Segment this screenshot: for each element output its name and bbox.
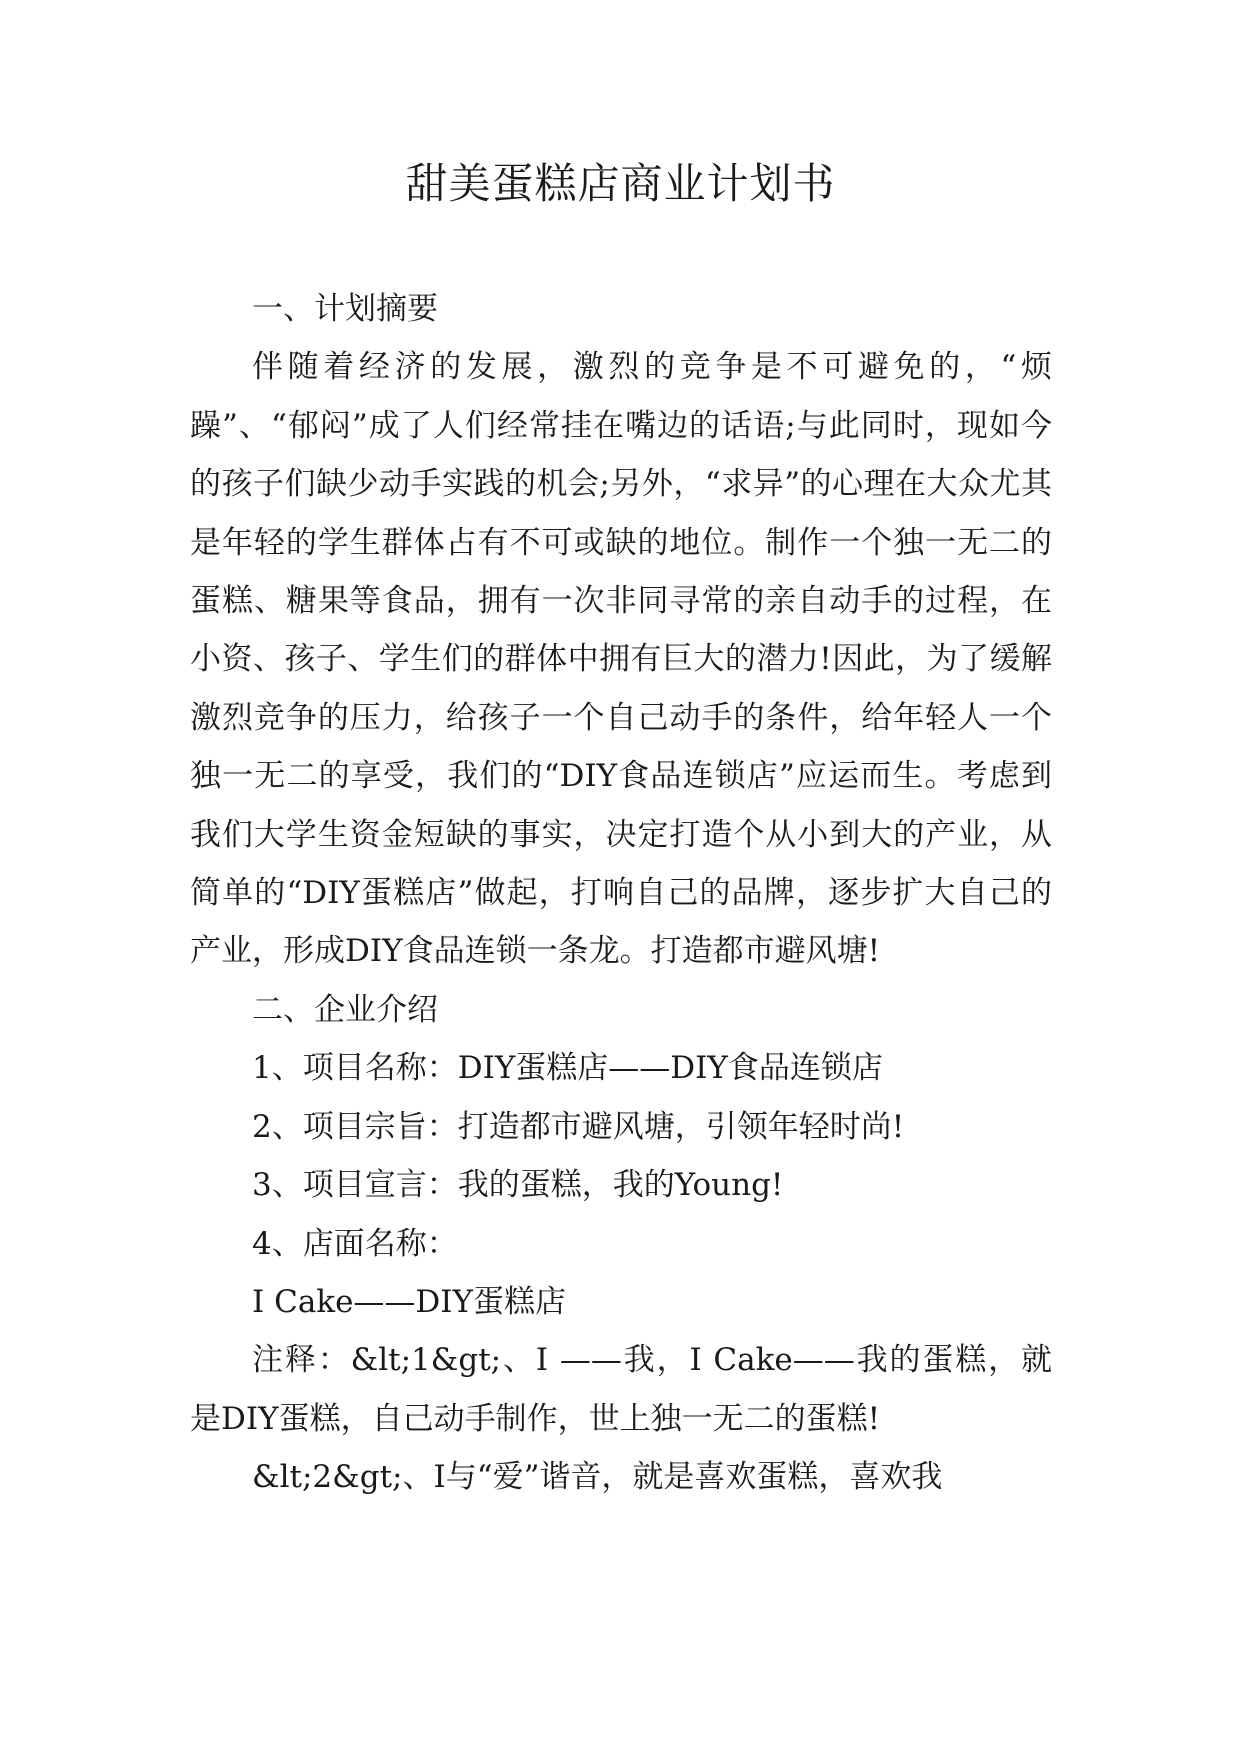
section-heading-plan-summary: 一、计划摘要 [252, 291, 438, 327]
document-body [190, 280, 1052, 1507]
document-title: 甜美蛋糕店商业计划书 [405, 159, 836, 208]
section-heading-company-intro: 二、企业介绍 [252, 991, 438, 1028]
list-item-project-purpose: 2、项目宗旨：打造都市避风塘，引领年轻时尚! [252, 1108, 905, 1145]
store-name-value: I Cake——DIY蛋糕店 [252, 1283, 566, 1320]
paragraph-note-2: &lt;2&gt;、I与“爱”谐音，就是喜欢蛋糕，喜欢我 [252, 1459, 943, 1496]
list-item-store-name: 4、店面名称： [252, 1225, 458, 1262]
paragraph-note-1: 注释：&lt;1&gt;、I ——我，I Cake——我的蛋糕，就是DIY蛋糕，自己动手制作，世上独一无二的蛋糕! [190, 1342, 1052, 1437]
list-item-project-slogan: 3、项目宣言：我的蛋糕，我的Young! [252, 1167, 784, 1204]
paragraph-plan-summary: 伴随着经济的发展，激烈的竞争是不可避免的，“烦躁”、“郁闷”成了人们经常挂在嘴边的话语;与此同时，现如今的孩子们缺少动手实践的机会;另外，“求异”的心理在大众尤其是年轻的学生群体占有不可或缺的地位。制作一个独一无二的蛋糕、糖果等食品，拥有一次非同寻常的亲自动手的过程，在小资、孩子、学生们的群体中拥有巨大的潜力!因此，为了缓解激烈竞争的压力，给孩子一个自己动手的条件，给年轻人一个独一无二的享受，我们的“DIY食品连锁店”应运而生。考虑到我们大学生资金短缺的事实，决定打造个从小到大的产业，从简单的“DIY蛋糕店”做起，打响自己的品牌，逐步扩大自己的产业，形成DIY食品连锁一条龙。打造都市避风塘! [190, 349, 1052, 970]
list-item-project-name: 1、项目名称：DIY蛋糕店——DIY食品连锁店 [252, 1050, 883, 1087]
